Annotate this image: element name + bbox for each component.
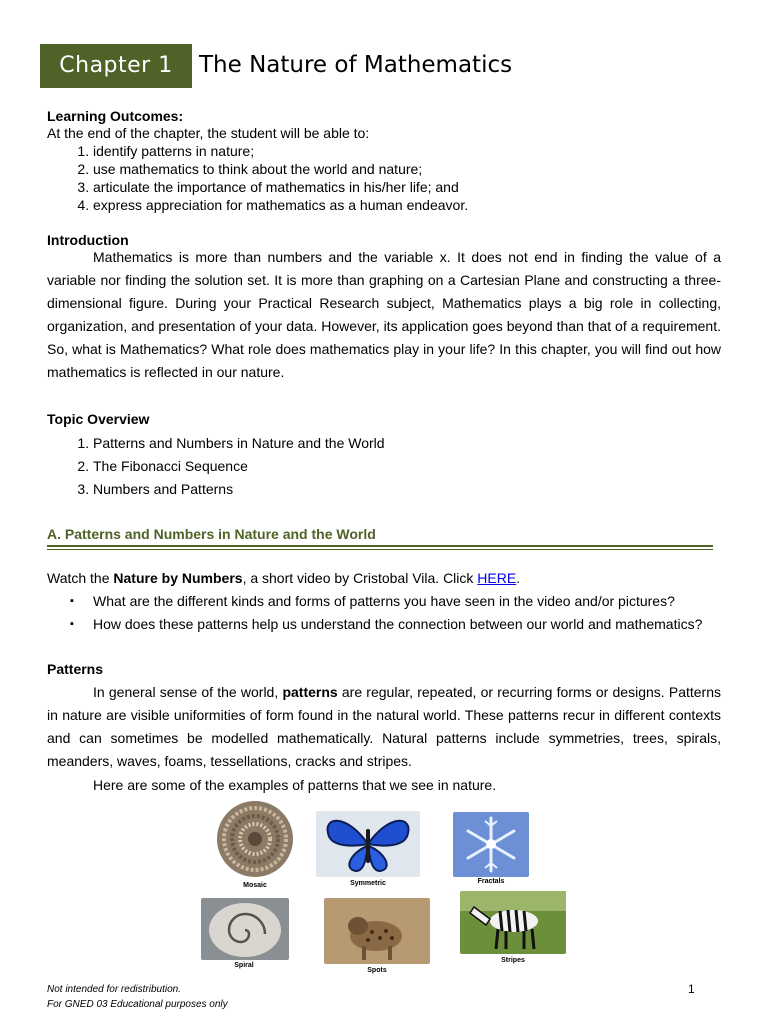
- list-item: 1. identify patterns in nature;: [93, 142, 468, 160]
- patterns-heading: Patterns: [47, 661, 104, 677]
- mosaic-image: [214, 800, 296, 878]
- watch-text-mid: , a short video by Cristobal Vila. Click: [242, 570, 478, 586]
- list-item: ▪ What are the different kinds and forms of patterns you have seen in the video and/or pictures?: [93, 590, 702, 613]
- here-link[interactable]: HERE: [477, 570, 517, 586]
- learning-outcomes-heading: Learning Outcomes:: [47, 108, 184, 124]
- list-item: 3. Numbers and Patterns: [93, 478, 385, 501]
- footer-line-1: Not intended for redistribution.: [47, 984, 181, 995]
- topic-overview-heading: Topic Overview: [47, 411, 150, 427]
- section-a-heading: A. Patterns and Numbers in Nature and the World: [47, 526, 376, 542]
- symmetric-caption: Symmetric: [350, 880, 386, 887]
- introduction-paragraph: Mathematics is more than numbers and the variable x. It does not end in finding the value of a variable nor finding the solution set. It is more than graphing on a Cartesian Plane and constructing a three-dimensional figure. During your Practical Research subject, Mathematics plays a big role in collecting, organization, and presentation of your data. However, its application goes beyond than that of a requirement. So, what is Mathematics? What role does mathematics play in your life? In this chapter, you will find out how mathematics is reflected in our nature.: [47, 249, 721, 380]
- footer-line-2: For GNED 03 Educational purposes only: [47, 999, 228, 1010]
- page-number: 1: [688, 982, 695, 996]
- list-item: 2. The Fibonacci Sequence: [93, 455, 385, 478]
- learning-outcomes-list: [47, 142, 468, 214]
- list-item: 4. express appreciation for mathematics as a human endeavor.: [93, 196, 468, 214]
- examples-intro: Here are some of the examples of patterns that we see in nature.: [93, 777, 497, 793]
- patterns-text-pre: In general sense of the world,: [93, 684, 283, 700]
- fractals-caption: Fractals: [477, 878, 505, 885]
- list-item: ▪ How does these patterns help us understand the connection between our world and mathematics?: [93, 613, 702, 636]
- snowflake-image: [453, 812, 529, 877]
- spiral-caption: Spiral: [234, 962, 254, 969]
- question-list: [47, 590, 702, 636]
- chapter-label: Chapter 1: [40, 44, 192, 88]
- list-item: 1. Patterns and Numbers in Nature and the World: [93, 432, 385, 455]
- butterfly-image: [316, 811, 420, 877]
- spots-caption: Spots: [367, 967, 387, 974]
- page-title: The Nature of Mathematics: [199, 52, 513, 78]
- footer-note: [47, 982, 228, 1012]
- watch-text-post: .: [516, 570, 521, 586]
- patterns-paragraph: [47, 681, 721, 773]
- topic-overview-list: [47, 432, 385, 501]
- introduction-heading: Introduction: [47, 232, 129, 248]
- nautilus-image: [201, 898, 289, 960]
- section-divider: [47, 545, 713, 547]
- list-item: 3. articulate the importance of mathematics in his/her life; and: [93, 178, 468, 196]
- patterns-term: patterns: [282, 684, 338, 700]
- video-title: Nature by Numbers: [113, 570, 243, 586]
- stripes-caption: Stripes: [501, 957, 525, 964]
- learning-outcomes-intro: At the end of the chapter, the student will be able to:: [47, 125, 370, 141]
- section-divider: [47, 549, 713, 550]
- zebra-image: [460, 891, 566, 954]
- mosaic-caption: Mosaic: [243, 882, 267, 889]
- list-item: 2. use mathematics to think about the world and nature;: [93, 160, 468, 178]
- watch-instruction: [47, 570, 520, 586]
- patterns-text-post: are regular, repeated, or recurring forms or designs. Patterns in nature are visible uniformities of form found in the natural world. These patterns recur in different contexts and can sometimes be modelled mathematically. Natural patterns include symmetries, trees, spirals, meanders, waves, foams, tessellations, cracks and stripes.: [47, 684, 721, 769]
- hyena-image: [324, 898, 430, 964]
- watch-text-pre: Watch the: [47, 570, 114, 586]
